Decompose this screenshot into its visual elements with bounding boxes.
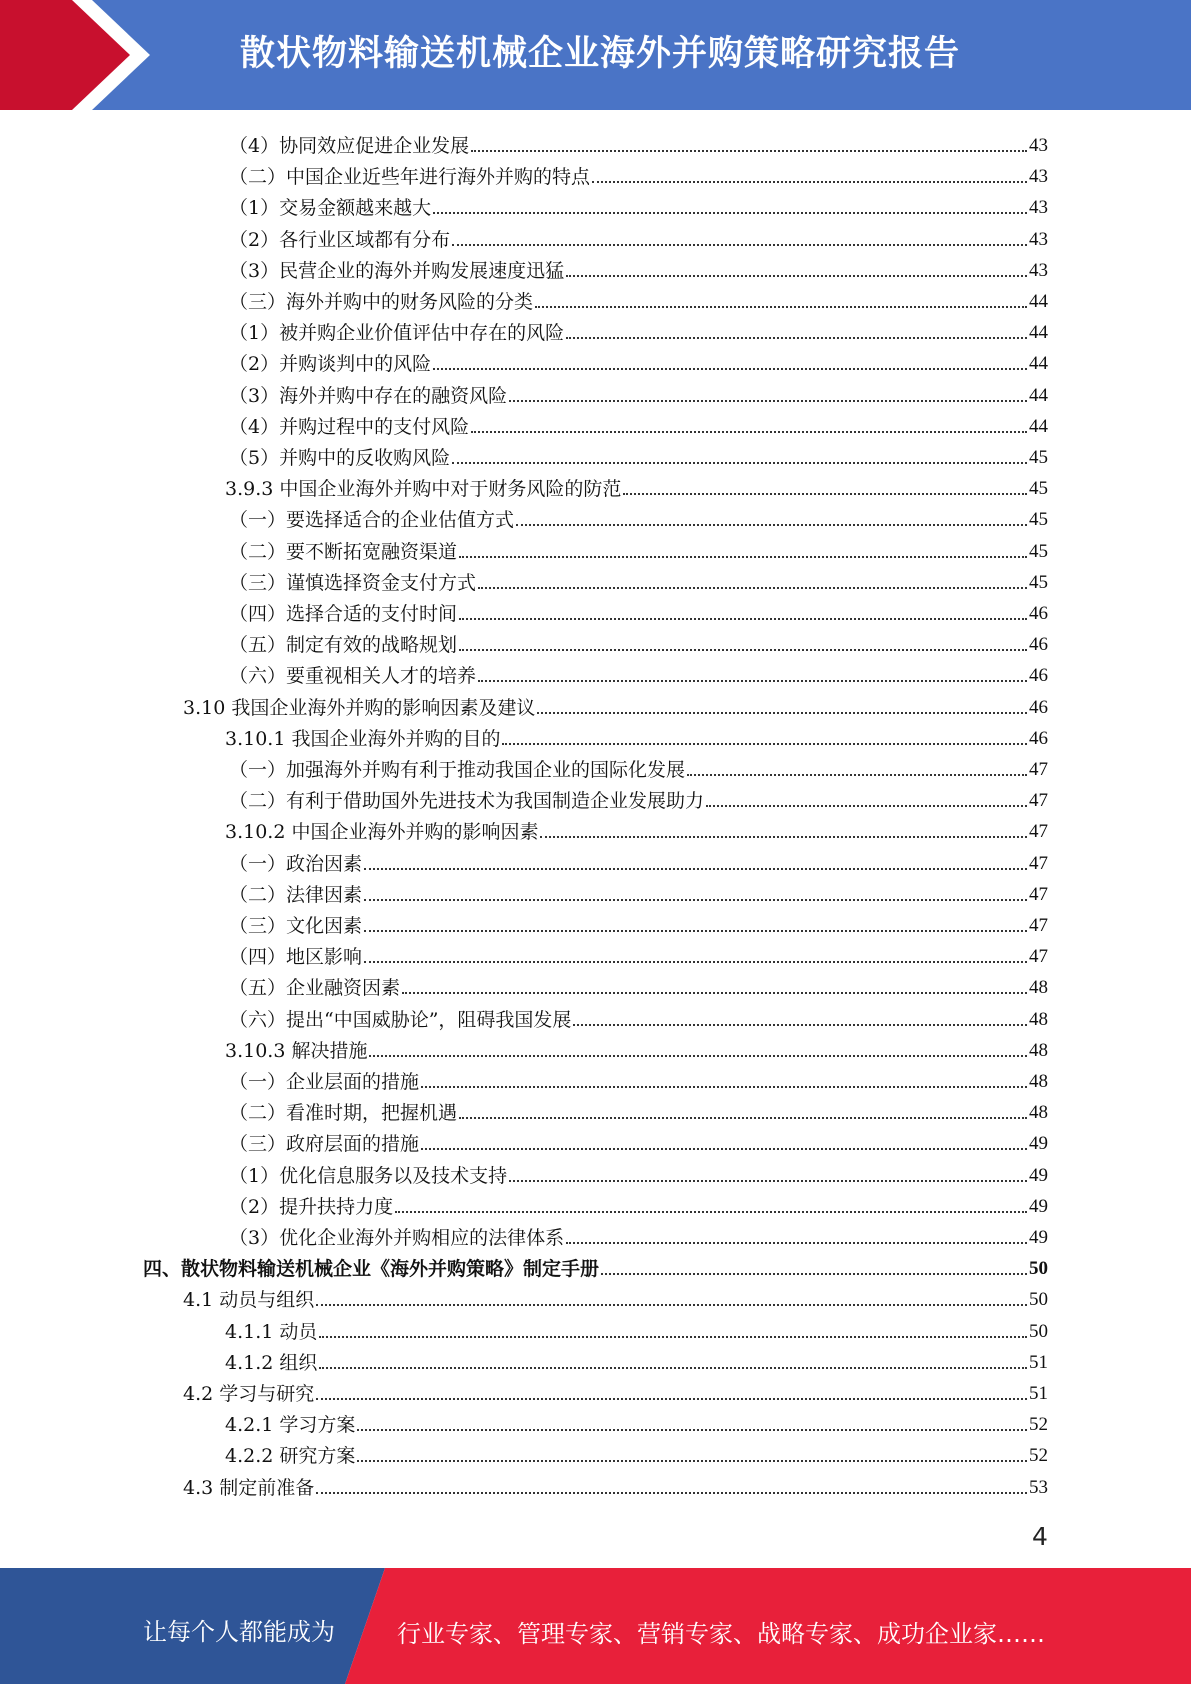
toc-entry-label: 4.1.1 动员 bbox=[225, 1320, 318, 1343]
toc-entry-label: （一）政治因素 bbox=[229, 852, 363, 875]
toc-entry-page: 48 bbox=[1029, 1102, 1048, 1124]
toc-entry[interactable] bbox=[229, 189, 1048, 220]
toc-entry-page: 43 bbox=[1029, 135, 1048, 156]
toc-entry-label: 4.2 学习与研究 bbox=[183, 1383, 315, 1405]
toc-entry[interactable] bbox=[143, 1250, 1048, 1281]
toc-entry-page: 53 bbox=[1029, 1476, 1048, 1498]
toc-entry[interactable] bbox=[225, 1344, 1048, 1375]
toc-leader-dots bbox=[395, 1211, 1027, 1213]
toc-entry-page: 44 bbox=[1029, 322, 1048, 344]
toc-entry-page: 52 bbox=[1029, 1414, 1048, 1436]
toc-entry[interactable] bbox=[229, 377, 1048, 408]
toc-entry-page: 49 bbox=[1029, 1227, 1048, 1248]
toc-entry-page: 46 bbox=[1029, 665, 1048, 687]
toc-leader-dots bbox=[316, 1492, 1027, 1494]
toc-entry[interactable] bbox=[229, 314, 1048, 345]
toc-entry[interactable] bbox=[229, 938, 1048, 969]
toc-leader-dots bbox=[421, 1148, 1027, 1150]
toc-entry[interactable] bbox=[229, 751, 1048, 782]
toc-entry-label: （2）并购谈判中的风险 bbox=[229, 353, 432, 376]
toc-entry-page: 46 bbox=[1029, 634, 1048, 656]
toc-leader-dots bbox=[421, 1086, 1027, 1088]
toc-entry-label: （六）要重视相关人才的培养 bbox=[229, 665, 477, 688]
toc-entry-page: 48 bbox=[1029, 1039, 1048, 1061]
toc-entry-page: 47 bbox=[1029, 883, 1048, 905]
toc-entry-page: 45 bbox=[1029, 509, 1048, 531]
toc-entry-label: 3.10.3 解决措施 bbox=[225, 1039, 368, 1062]
toc-entry[interactable] bbox=[229, 158, 1048, 189]
toc-leader-dots bbox=[402, 992, 1027, 994]
toc-entry-label: （六）提出“中国威胁论”，阻碍我国发展 bbox=[229, 1008, 572, 1031]
toc-entry[interactable] bbox=[229, 657, 1048, 688]
toc-entry-page: 47 bbox=[1029, 759, 1048, 780]
toc-entry-label: 四、散状物料输送机械企业《海外并购策略》制定手册 bbox=[143, 1258, 600, 1281]
toc-entry-label: （四）地区影响 bbox=[229, 946, 363, 969]
toc-leader-dots bbox=[566, 275, 1027, 277]
footer-slogan-left: 让每个人都能成为 bbox=[143, 1618, 335, 1646]
toc-entry-label: （5）并购中的反收购风险 bbox=[229, 447, 451, 469]
toc-entry-page: 44 bbox=[1029, 384, 1048, 406]
toc-entry-page: 47 bbox=[1029, 852, 1048, 874]
toc-entry-label: （3）民营企业的海外并购发展速度迅猛 bbox=[229, 259, 565, 282]
toc-entry[interactable] bbox=[229, 876, 1048, 907]
toc-entry[interactable] bbox=[229, 1094, 1048, 1125]
toc-entry[interactable] bbox=[229, 564, 1048, 595]
toc-entry-label: 4.1.2 组织 bbox=[225, 1351, 318, 1374]
toc-entry-label: 4.3 制定前准备 bbox=[183, 1476, 315, 1499]
toc-entry-label: （二）看准时期，把握机遇 bbox=[229, 1102, 458, 1125]
toc-entry-label: （2）提升扶持力度 bbox=[229, 1195, 394, 1218]
toc-leader-dots bbox=[459, 649, 1027, 651]
toc-entry-label: （二）有利于借助国外先进技术为我国制造企业发展助力 bbox=[229, 790, 705, 813]
toc-entry-page: 45 bbox=[1029, 447, 1048, 468]
toc-entry-label: 3.10.2 中国企业海外并购的影响因素 bbox=[225, 821, 539, 844]
toc-entry-label: （五）制定有效的战略规划 bbox=[229, 634, 458, 657]
toc-entry[interactable] bbox=[229, 439, 1048, 470]
toc-entry[interactable] bbox=[229, 1063, 1048, 1094]
toc-entry[interactable] bbox=[229, 907, 1048, 938]
toc-entry[interactable] bbox=[229, 1219, 1048, 1250]
toc-entry-page: 44 bbox=[1029, 291, 1048, 312]
toc-entry[interactable] bbox=[229, 501, 1048, 532]
toc-entry[interactable] bbox=[229, 845, 1048, 876]
toc-leader-dots bbox=[459, 556, 1027, 558]
toc-entry-label: （1）交易金额越来越大 bbox=[229, 197, 432, 220]
toc-entry-label: 4.1 动员与组织 bbox=[183, 1289, 315, 1312]
toc-leader-dots bbox=[601, 1273, 1027, 1275]
toc-entry-page: 44 bbox=[1029, 415, 1048, 437]
toc-entry-page: 48 bbox=[1029, 1008, 1048, 1030]
toc-entry-page: 49 bbox=[1029, 1133, 1048, 1155]
toc-entry[interactable] bbox=[183, 1469, 1048, 1500]
toc-leader-dots bbox=[471, 150, 1027, 152]
toc-entry-page: 45 bbox=[1029, 571, 1048, 593]
footer-slogan-right: 行业专家、管理专家、营销专家、战略专家、成功企业家…… bbox=[397, 1620, 1045, 1648]
toc-leader-dots bbox=[535, 306, 1027, 308]
toc-entry-label: （二）法律因素 bbox=[229, 883, 363, 906]
toc-leader-dots bbox=[369, 1055, 1027, 1057]
toc-entry[interactable] bbox=[183, 1375, 1048, 1406]
toc-entry-page: 45 bbox=[1029, 478, 1048, 500]
toc-leader-dots bbox=[459, 1117, 1027, 1119]
toc-entry-page: 49 bbox=[1029, 1195, 1048, 1217]
toc-entry[interactable] bbox=[225, 813, 1048, 844]
toc-entry[interactable] bbox=[229, 283, 1048, 314]
toc-entry-page: 52 bbox=[1029, 1445, 1048, 1467]
toc-entry-page: 46 bbox=[1029, 696, 1048, 718]
toc-entry[interactable] bbox=[229, 1001, 1048, 1032]
toc-leader-dots bbox=[319, 1336, 1027, 1338]
toc-entry-page: 50 bbox=[1029, 1258, 1048, 1280]
toc-leader-dots bbox=[592, 181, 1027, 183]
toc-leader-dots bbox=[573, 1024, 1027, 1026]
toc-entry-label: （三）海外并购中的财务风险的分类 bbox=[229, 291, 534, 313]
toc-entry[interactable] bbox=[225, 720, 1048, 751]
toc-entry[interactable] bbox=[229, 345, 1048, 376]
toc-leader-dots bbox=[357, 1460, 1027, 1462]
toc-entry-page: 43 bbox=[1029, 259, 1048, 281]
toc-leader-dots bbox=[316, 1398, 1027, 1400]
toc-leader-dots bbox=[687, 774, 1027, 776]
toc-entry[interactable] bbox=[229, 626, 1048, 657]
toc-entry-label: （4）并购过程中的支付风险 bbox=[229, 415, 470, 438]
toc-leader-dots bbox=[537, 712, 1027, 714]
toc-entry-label: （二）中国企业近些年进行海外并购的特点 bbox=[229, 166, 591, 189]
toc-entry-label: （四）选择合适的支付时间 bbox=[229, 603, 458, 625]
toc-entry-page: 43 bbox=[1029, 197, 1048, 219]
toc-entry-page: 50 bbox=[1029, 1320, 1048, 1342]
toc-entry[interactable] bbox=[229, 252, 1048, 283]
toc-entry-label: （三）谨慎选择资金支付方式 bbox=[229, 571, 477, 594]
toc-leader-dots bbox=[316, 1304, 1027, 1306]
toc-entry[interactable] bbox=[229, 595, 1048, 626]
toc-leader-dots bbox=[364, 930, 1027, 932]
toc-entry-page: 47 bbox=[1029, 821, 1048, 843]
toc-entry[interactable] bbox=[229, 127, 1048, 158]
toc-entry-label: （二）要不断拓宽融资渠道 bbox=[229, 540, 458, 563]
toc-entry-page: 47 bbox=[1029, 790, 1048, 812]
toc-entry-label: （3）优化企业海外并购相应的法律体系 bbox=[229, 1227, 565, 1249]
toc-entry-page: 43 bbox=[1029, 166, 1048, 188]
toc-entry[interactable] bbox=[225, 1032, 1048, 1063]
toc-leader-dots bbox=[509, 400, 1027, 402]
toc-leader-dots bbox=[516, 524, 1027, 526]
toc-entry[interactable] bbox=[229, 221, 1048, 252]
toc-leader-dots bbox=[452, 462, 1027, 464]
toc-entry[interactable] bbox=[225, 1406, 1048, 1437]
toc-entry[interactable] bbox=[229, 969, 1048, 1000]
toc-entry-page: 47 bbox=[1029, 946, 1048, 968]
toc-leader-dots bbox=[319, 1367, 1027, 1369]
toc-entry-page: 44 bbox=[1029, 353, 1048, 375]
toc-entry-label: （三）政府层面的措施 bbox=[229, 1133, 420, 1156]
toc-entry[interactable] bbox=[183, 1281, 1048, 1312]
toc-entry-page: 51 bbox=[1029, 1383, 1048, 1404]
toc-entry[interactable] bbox=[229, 782, 1048, 813]
toc-entry[interactable] bbox=[225, 470, 1048, 501]
toc-entry-page: 47 bbox=[1029, 915, 1048, 936]
toc-entry-label: 3.10.1 我国企业海外并购的目的 bbox=[225, 727, 501, 750]
toc-entry-page: 50 bbox=[1029, 1289, 1048, 1311]
toc-leader-dots bbox=[357, 1429, 1027, 1431]
toc-leader-dots bbox=[478, 680, 1027, 682]
toc-leader-dots bbox=[433, 368, 1027, 370]
toc-entry-label: （一）要选择适合的企业估值方式 bbox=[229, 509, 515, 532]
toc-entry-label: 4.2.2 研究方案 bbox=[225, 1445, 356, 1468]
report-header bbox=[0, 0, 1191, 110]
toc-leader-dots bbox=[502, 743, 1027, 745]
toc-entry[interactable] bbox=[225, 1313, 1048, 1344]
toc-leader-dots bbox=[566, 1242, 1027, 1244]
toc-entry-label: （2）各行业区域都有分布 bbox=[229, 228, 451, 251]
toc-entry-page: 48 bbox=[1029, 977, 1048, 999]
toc-entry-label: （3）海外并购中存在的融资风险 bbox=[229, 384, 508, 407]
toc-entry-page: 45 bbox=[1029, 540, 1048, 562]
toc-entry-page: 51 bbox=[1029, 1351, 1048, 1373]
toc-leader-dots bbox=[364, 899, 1027, 901]
toc-leader-dots bbox=[566, 337, 1027, 339]
toc-entry-page: 46 bbox=[1029, 603, 1048, 624]
toc-leader-dots bbox=[459, 618, 1027, 620]
toc-entry-label: 3.10 我国企业海外并购的影响因素及建议 bbox=[183, 696, 536, 719]
toc-entry-label: （1）被并购企业价值评估中存在的风险 bbox=[229, 322, 565, 345]
toc-leader-dots bbox=[364, 868, 1027, 870]
toc-entry[interactable] bbox=[183, 689, 1048, 720]
toc-leader-dots bbox=[364, 961, 1027, 963]
toc-leader-dots bbox=[509, 1180, 1027, 1182]
toc-leader-dots bbox=[433, 212, 1027, 214]
toc-leader-dots bbox=[471, 431, 1027, 433]
toc-leader-dots bbox=[452, 244, 1027, 246]
toc-entry-label: （4）协同效应促进企业发展 bbox=[229, 135, 470, 157]
toc-entry[interactable] bbox=[225, 1437, 1048, 1468]
toc-entry-label: 3.9.3 中国企业海外并购中对于财务风险的防范 bbox=[225, 478, 622, 501]
report-title: 散状物料输送机械企业海外并购策略研究报告 bbox=[240, 34, 961, 74]
toc-entry-label: （1）优化信息服务以及技术支持 bbox=[229, 1164, 508, 1187]
toc-leader-dots bbox=[706, 805, 1027, 807]
toc-entry[interactable] bbox=[229, 1188, 1048, 1219]
toc-entry-label: （三）文化因素 bbox=[229, 915, 363, 937]
toc-entry-label: （一）加强海外并购有利于推动我国企业的国际化发展 bbox=[229, 759, 686, 781]
page-number: 4 bbox=[1032, 1522, 1048, 1551]
toc-leader-dots bbox=[478, 587, 1027, 589]
toc-leader-dots bbox=[540, 836, 1027, 838]
toc-leader-dots bbox=[623, 493, 1027, 495]
toc-entry-page: 46 bbox=[1029, 727, 1048, 749]
toc-entry-label: （五）企业融资因素 bbox=[229, 977, 401, 1000]
toc-entry[interactable] bbox=[229, 1125, 1048, 1156]
toc-entry-label: （一）企业层面的措施 bbox=[229, 1071, 420, 1093]
toc-entry-page: 48 bbox=[1029, 1071, 1048, 1092]
toc-entry[interactable] bbox=[229, 533, 1048, 564]
toc-entry-page: 43 bbox=[1029, 228, 1048, 250]
toc-entry-page: 49 bbox=[1029, 1164, 1048, 1186]
toc-entry[interactable] bbox=[229, 1157, 1048, 1188]
toc-entry-label: 4.2.1 学习方案 bbox=[225, 1414, 356, 1437]
toc-entry[interactable] bbox=[229, 408, 1048, 439]
